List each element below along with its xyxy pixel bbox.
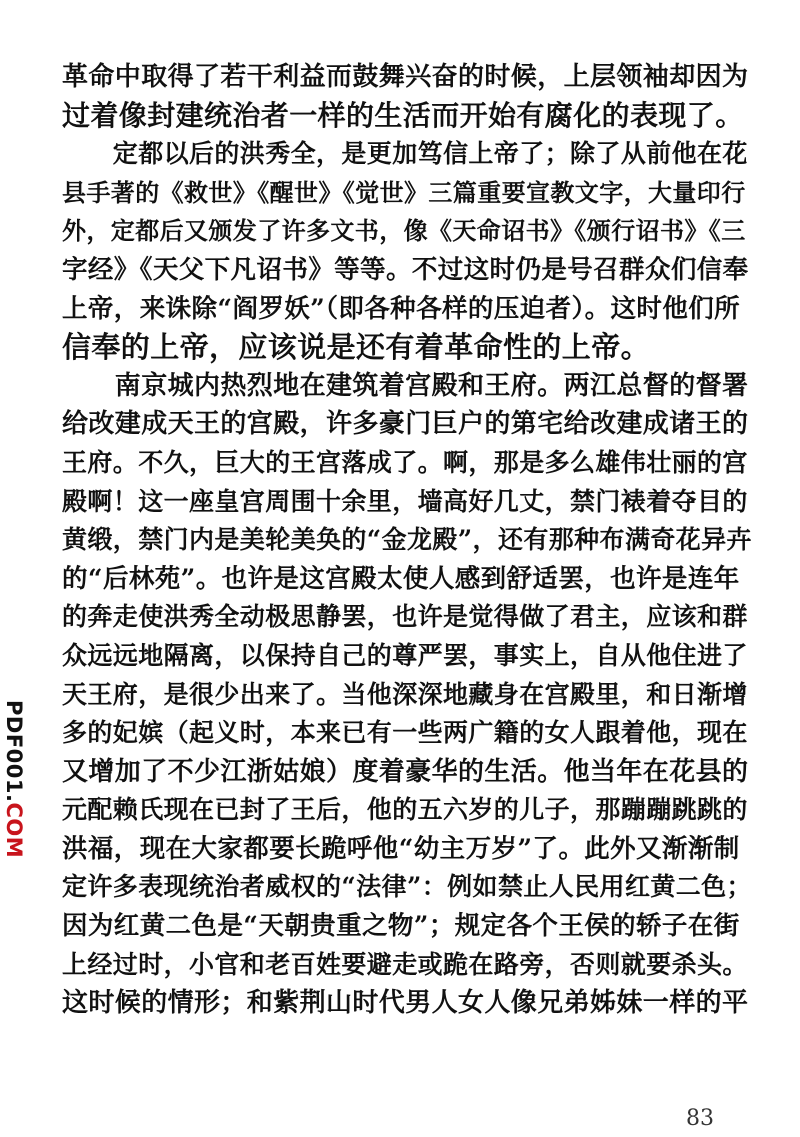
text-line: 这时候的情形；和紫荆山时代男人女人像兄弟姊妹一样的平 [62, 988, 749, 1019]
text-line: 又增加了不少江浙姑娘）度着豪华的生活。他当年在花县的 [62, 756, 749, 787]
watermark-text [2, 700, 26, 858]
text-line: 定都以后的洪秀全，是更加笃信上帝了；除了从前他在花 [62, 139, 748, 169]
text-line: 黄缎，禁门内是美轮美奂的“金龙殿”，还有那种布满奇花异卉 [62, 525, 752, 555]
text-line: 洪福，现在大家都要长跪呼他“幼主万岁”了。此外又渐渐制 [62, 833, 740, 864]
page-number: 83 [686, 1106, 714, 1131]
text-line: 上帝，来诛除“阎罗妖”（即各种各样的压迫者）。这时他们所 [62, 293, 741, 324]
watermark-prefix: PDF001. [2, 700, 26, 803]
text-line: 信奉的上帝，应该说是还有着革命性的上帝。 [62, 330, 651, 365]
watermark [0, 700, 26, 860]
text-line: 多的妃嫔（起义时，本来已有一些两广籍的女人跟着他，现在 [62, 718, 748, 748]
text-line: 定许多表现统治者威权的“法律”：例如禁止人民用红黄二色； [62, 872, 752, 902]
text-line: 因为红黄二色是“天朝贵重之物”；规定各个王侯的轿子在街 [62, 911, 740, 942]
text-line: 众远远地隔离，以保持自己的尊严罢，事实上，自从他住进了 [62, 640, 748, 670]
text-line: 过着像封建统治者一样的生活而开始有腐化的表现了。 [62, 98, 744, 132]
text-line: 外，定都后又颁发了许多文书，像《天命诏书》《颁行诏书》《三 [62, 216, 746, 246]
text-line: 的“后林苑”。也许是这宫殿太使人感到舒适罢，也许是连年 [62, 563, 740, 594]
text-line: 元配赖氏现在已封了王后，他的五六岁的儿子，那蹦蹦跳跳的 [62, 795, 748, 825]
text-line: 字经》《天父下凡诏书》等等。不过这时仍是号召群众们信奉 [62, 254, 749, 285]
text-line: 给改建成天王的宫殿，许多豪门巨户的第宅给改建成诸王的 [62, 409, 749, 440]
text-line: 的奔走使洪秀全动极思静罢，也许是觉得做了君主，应该和群 [62, 602, 748, 632]
watermark-suffix: COM [2, 802, 26, 859]
text-line: 殿啊！这一座皇宫周围十余里，墙高好几丈，禁门裱着夺目的 [62, 486, 748, 516]
body-text [62, 58, 752, 1023]
text-line: 上经过时，小官和老百姓要避走或跪在路旁，否则就要杀头。 [62, 949, 748, 979]
text-line: 南京城内热烈地在建筑着宫殿和王府。两江总督的督署 [62, 370, 749, 401]
text-line: 革命中取得了若干利益而鼓舞兴奋的时候，上层领袖却因为 [62, 62, 749, 92]
text-line: 王府。不久，巨大的王宫落成了。啊，那是多么雄伟壮丽的宫 [62, 447, 748, 477]
text-line: 县手著的《救世》《醒世》《觉世》三篇重要宣教文字，大量印行 [62, 177, 746, 207]
text-line: 天王府，是很少出来了。当他深深地藏身在宫殿里，和日渐增 [62, 679, 748, 709]
